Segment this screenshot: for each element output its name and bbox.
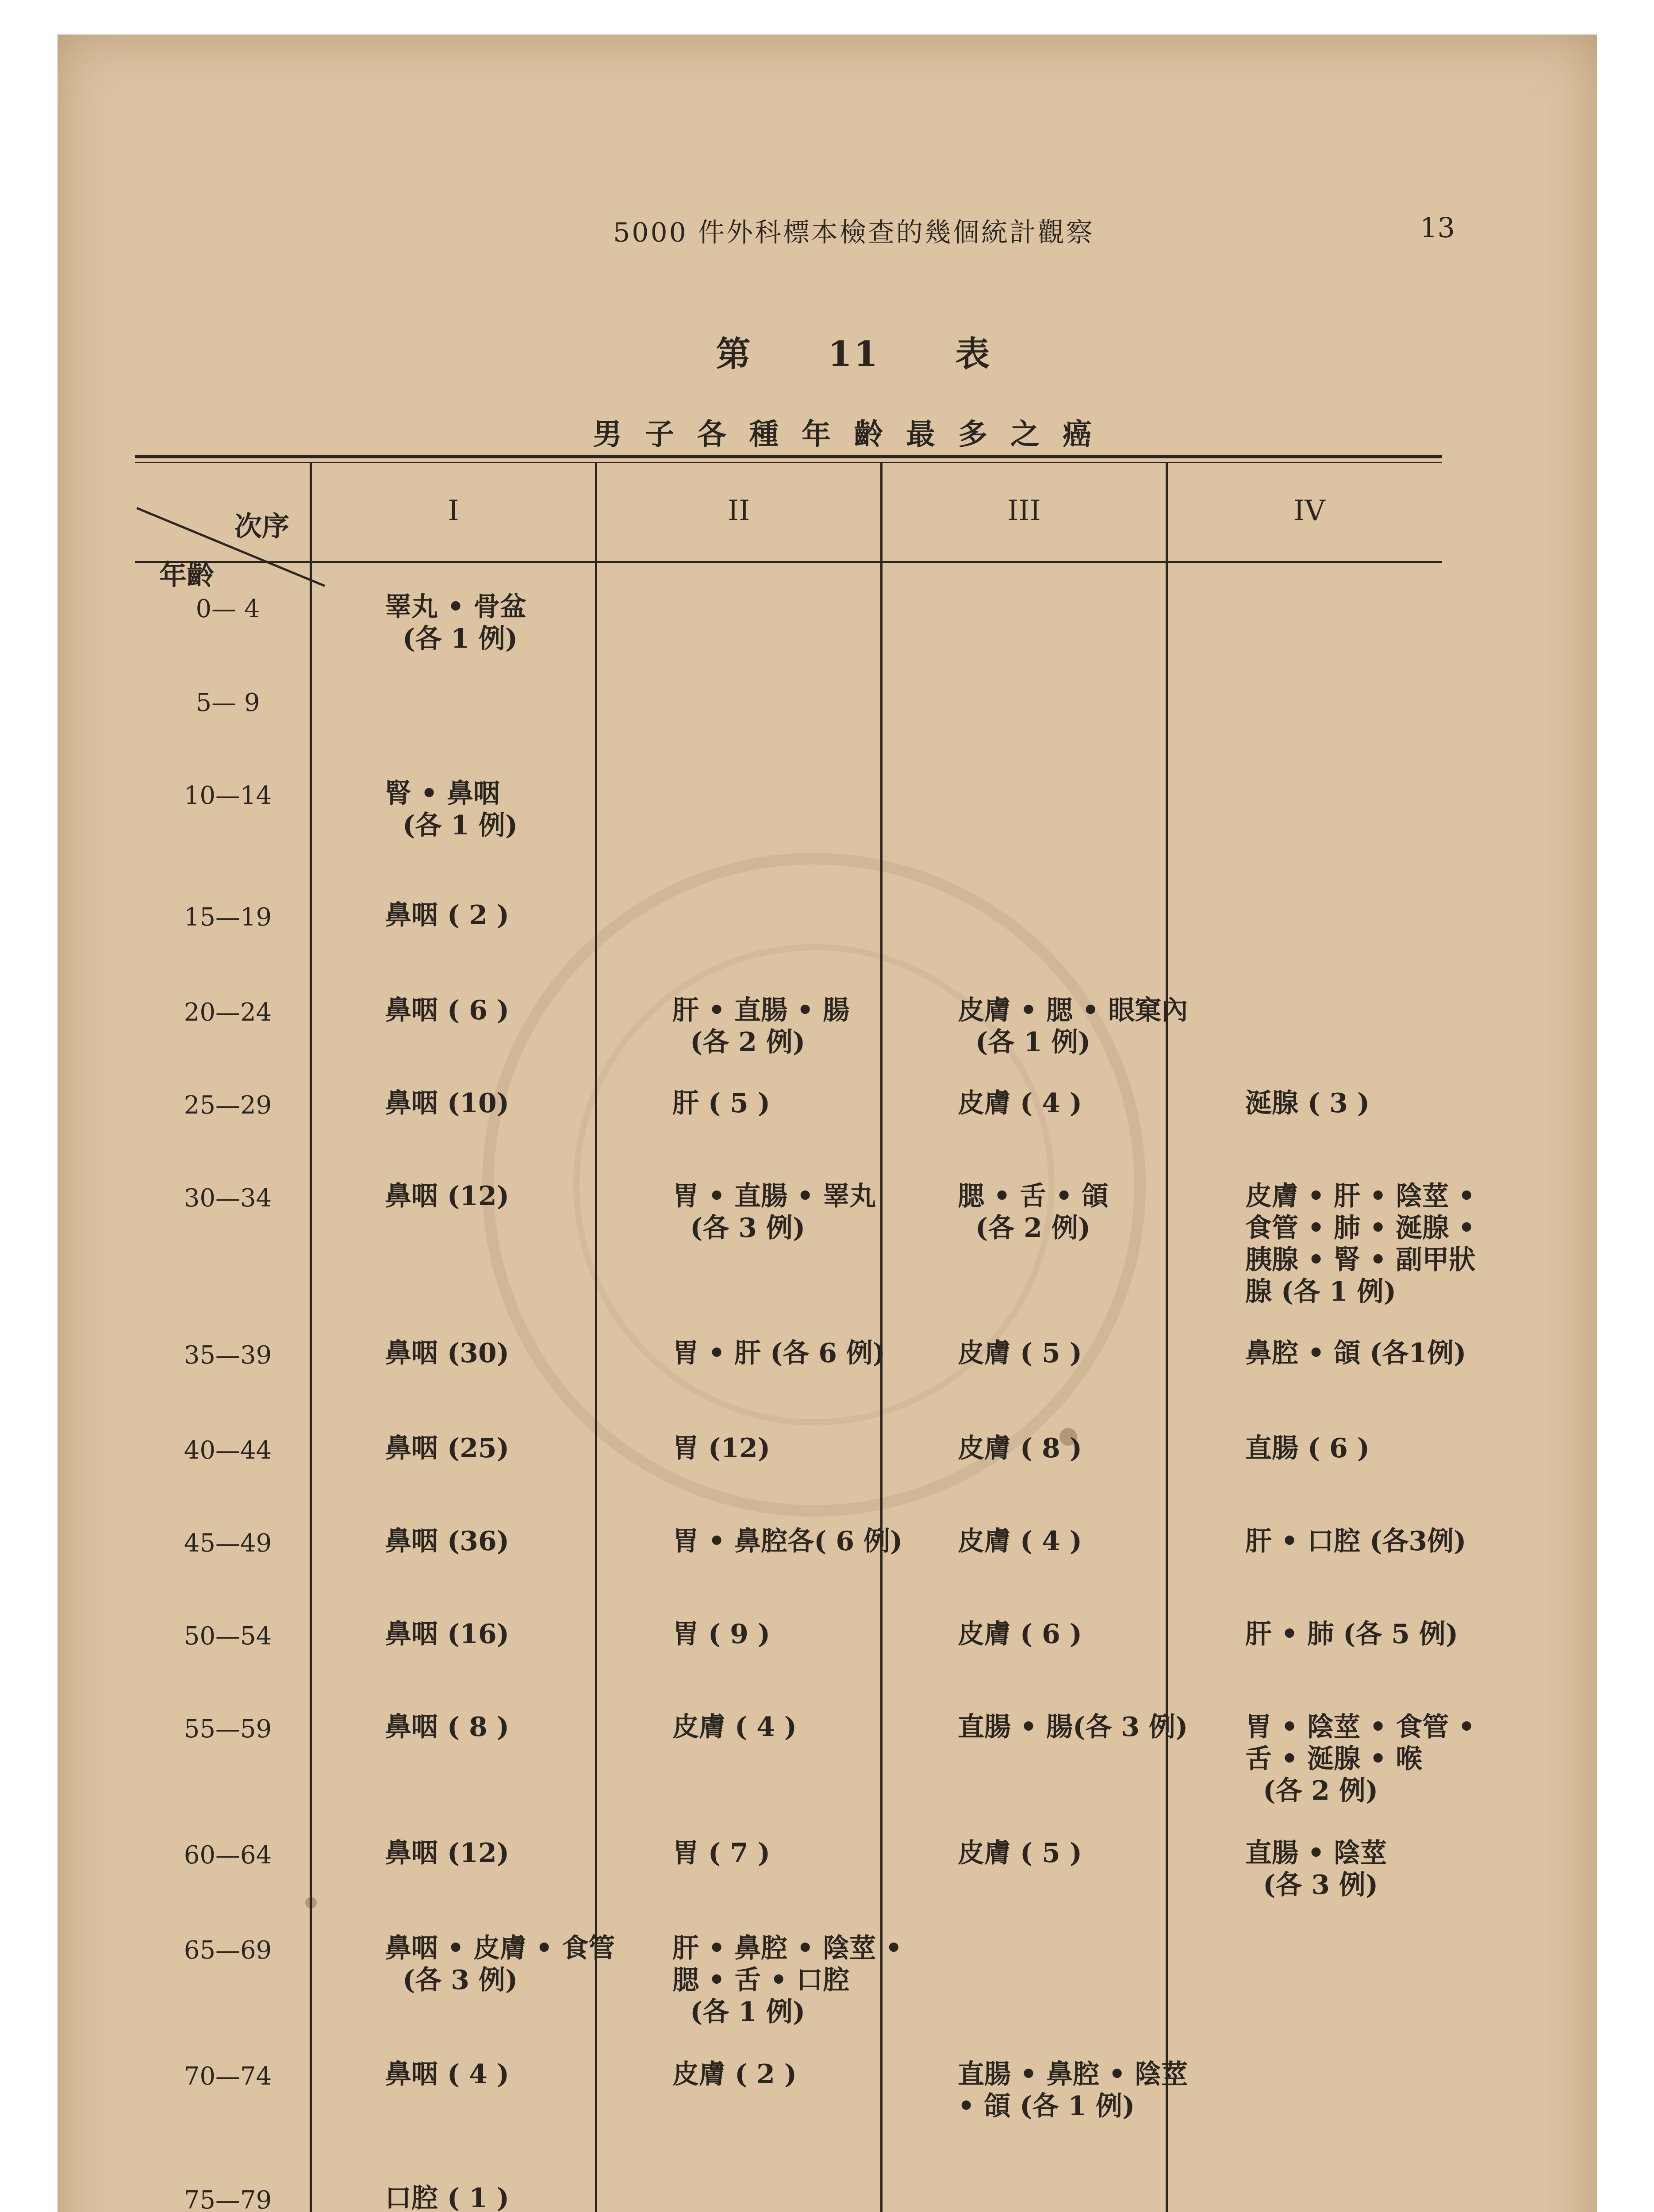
- cell-line: 肝 ( 5 ): [672, 1088, 771, 1119]
- column-header: III: [1007, 495, 1041, 527]
- cancer-cell-c4: [1245, 1432, 1370, 1464]
- cancer-cell-c2: [672, 2058, 797, 2090]
- cancer-cell-c3: [958, 2058, 1188, 2122]
- cell-line: 鼻咽 (16): [385, 1619, 510, 1650]
- cancer-cell-c2: [672, 1432, 770, 1464]
- cell-line: 胃 ( 7 ): [672, 1838, 771, 1869]
- cancer-cell-c1: [385, 2182, 509, 2212]
- cell-line: 鼻咽 (30): [385, 1338, 510, 1369]
- cancer-cell-c1: [385, 1525, 509, 1557]
- cancer-cell-c2: [672, 1525, 902, 1557]
- cell-line: (各 3 例): [403, 1965, 518, 1996]
- cell-line: 肝 • 鼻腔 • 陰莖 •: [672, 1933, 902, 1964]
- book-page: [58, 35, 1597, 2212]
- cell-line: 腎 • 鼻咽: [385, 778, 500, 809]
- page-number: 13: [1420, 211, 1455, 244]
- cell-line: (各 2 例): [975, 1213, 1091, 1244]
- cancer-cell-c3: [958, 1087, 1082, 1119]
- age-group-label: 30—34: [184, 1184, 272, 1213]
- header-bottom-rule: [135, 561, 1442, 563]
- column-header: I: [448, 495, 459, 527]
- cancer-cell-c1: [385, 1180, 509, 1212]
- cell-line: 皮膚 • 腮 • 眼窠內: [958, 995, 1188, 1026]
- age-group-label: 15—19: [184, 903, 272, 932]
- cancer-cell-c3: [958, 1180, 1108, 1244]
- cancer-cell-c4: [1245, 1087, 1370, 1119]
- cell-line: (各 1 例): [975, 1027, 1091, 1058]
- cell-line: 鼻咽 ( 6 ): [385, 995, 510, 1026]
- cell-line: (各 1 例): [403, 810, 518, 841]
- table-number: 第 11 表: [716, 334, 992, 374]
- cell-line: 腮 • 舌 • 頜: [958, 1181, 1109, 1212]
- cell-line: 胃 • 肝 (各 6 例): [672, 1338, 886, 1369]
- cell-line: (各 3 例): [690, 1213, 806, 1244]
- cell-line: 睪丸 • 骨盆: [385, 591, 527, 622]
- cancer-cell-c1: [385, 778, 518, 841]
- cell-line: 皮膚 ( 4 ): [958, 1526, 1082, 1557]
- cancer-cell-c2: [672, 1932, 902, 2028]
- cell-line: 食管 • 肺 • 涎腺 •: [1245, 1213, 1475, 1244]
- cancer-cell-c3: [958, 1711, 1188, 1743]
- cell-line: 鼻咽 (10): [385, 1088, 510, 1119]
- cancer-cell-c4: [1245, 1711, 1475, 1807]
- age-group-label: 75—79: [184, 2186, 272, 2212]
- cell-line: 直腸 • 陰莖: [1245, 1838, 1387, 1869]
- cancer-cell-c1: [385, 1337, 509, 1369]
- cancer-cell-c3: [958, 1618, 1082, 1650]
- cell-line: • 頜 (各 1 例): [958, 2091, 1135, 2122]
- cancer-cell-c2: [672, 995, 849, 1058]
- cancer-cell-c4: [1245, 1180, 1475, 1308]
- table-caption: 男子各種年齡最多之癌: [593, 417, 1115, 451]
- cell-line: 皮膚 ( 4 ): [672, 1712, 797, 1743]
- cell-line: 鼻咽 ( 4 ): [385, 2059, 510, 2090]
- table-top-rule-thin: [135, 462, 1442, 463]
- cell-line: 腮 • 舌 • 口腔: [672, 1965, 850, 1996]
- cancer-cell-c2: [672, 1180, 876, 1244]
- table-top-rule: [135, 455, 1442, 458]
- running-head: 5000 件外科標本檢查的幾個統計觀察: [613, 217, 1094, 248]
- cancer-cell-c1: [385, 2058, 509, 2090]
- cell-line: 腺 (各 1 例): [1245, 1276, 1397, 1307]
- cancer-cell-c1: [385, 1432, 509, 1464]
- cell-line: 胃 (12): [672, 1433, 771, 1464]
- age-group-label: 45—49: [184, 1529, 272, 1558]
- age-group-label: 50—54: [184, 1622, 272, 1651]
- age-group-label: 20—24: [184, 998, 272, 1027]
- cell-line: (各 1 例): [403, 623, 518, 654]
- cancer-cell-c1: [385, 1837, 509, 1869]
- cancer-cell-c4: [1245, 1525, 1466, 1557]
- cell-line: 鼻咽 (36): [385, 1526, 510, 1557]
- cancer-cell-c3: [958, 1837, 1082, 1869]
- cancer-cell-c4: [1245, 1837, 1387, 1901]
- cell-line: 皮膚 ( 5 ): [958, 1838, 1082, 1869]
- cancer-cell-c1: [385, 1932, 615, 1996]
- cell-line: 鼻咽 ( 8 ): [385, 1712, 510, 1743]
- cell-line: 胰腺 • 腎 • 副甲狀: [1245, 1244, 1476, 1275]
- age-group-label: 5— 9: [196, 688, 260, 717]
- age-group-label: 40—44: [184, 1436, 272, 1465]
- cell-line: 皮膚 ( 2 ): [672, 2059, 797, 2090]
- cancer-cell-c2: [672, 1087, 770, 1119]
- cancer-cell-c3: [958, 1525, 1082, 1557]
- cell-line: 胃 ( 9 ): [672, 1619, 771, 1650]
- cancer-cell-c3: [958, 1432, 1082, 1464]
- cell-line: 鼻咽 (12): [385, 1181, 510, 1212]
- age-group-label: 65—69: [184, 1936, 272, 1965]
- cell-line: (各 1 例): [690, 1997, 806, 2028]
- column-divider: [310, 463, 312, 2212]
- cancer-cell-c2: [672, 1337, 885, 1369]
- cell-line: 肝 • 肺 (各 5 例): [1245, 1619, 1458, 1650]
- cell-line: 皮膚 ( 6 ): [958, 1619, 1082, 1650]
- cell-line: 皮膚 ( 4 ): [958, 1088, 1082, 1119]
- cancer-cell-c2: [672, 1618, 770, 1650]
- cancer-cell-c3: [958, 1337, 1082, 1369]
- cancer-cell-c1: [385, 1618, 509, 1650]
- column-divider: [1166, 463, 1168, 2212]
- age-group-label: 70—74: [184, 2062, 272, 2091]
- cell-line: 直腸 • 腸(各 3 例): [958, 1712, 1188, 1743]
- cell-line: 鼻腔 • 頜 (各1例): [1245, 1338, 1466, 1369]
- cell-line: 肝 • 口腔 (各3例): [1245, 1526, 1466, 1557]
- cell-line: 肝 • 直腸 • 腸: [672, 995, 850, 1026]
- corner-age-label: 年齡: [159, 559, 215, 591]
- cell-line: 皮膚 ( 5 ): [958, 1338, 1082, 1369]
- cell-line: 鼻咽 (12): [385, 1838, 510, 1869]
- cancer-cell-c2: [672, 1711, 797, 1743]
- cell-line: 口腔 ( 1 ): [385, 2183, 510, 2212]
- cell-line: 鼻咽 ( 2 ): [385, 900, 510, 931]
- cell-line: 鼻咽 • 皮膚 • 食管: [385, 1933, 615, 1964]
- cell-line: 舌 • 涎腺 • 喉: [1245, 1743, 1423, 1774]
- cell-line: 皮膚 ( 8 ): [958, 1433, 1082, 1464]
- age-group-label: 60—64: [184, 1841, 272, 1870]
- cancer-cell-c1: [385, 1087, 509, 1119]
- age-group-label: 10—14: [184, 781, 272, 810]
- cell-line: 胃 • 陰莖 • 食管 •: [1245, 1712, 1475, 1743]
- cell-line: 胃 • 鼻腔各( 6 例): [672, 1526, 903, 1557]
- age-group-label: 55—59: [184, 1715, 272, 1743]
- column-header: II: [727, 495, 750, 527]
- cell-line: 鼻咽 (25): [385, 1433, 510, 1464]
- cell-line: 涎腺 ( 3 ): [1245, 1088, 1370, 1119]
- cell-line: 皮膚 • 肝 • 陰莖 •: [1245, 1181, 1475, 1212]
- cancer-cell-c1: [385, 591, 526, 655]
- cell-line: 直腸 ( 6 ): [1245, 1433, 1370, 1464]
- cell-line: (各 2 例): [690, 1027, 806, 1058]
- cancer-cell-c3: [958, 995, 1188, 1058]
- cancer-cell-c1: [385, 899, 509, 931]
- cancer-cell-c1: [385, 995, 509, 1026]
- column-header: IV: [1293, 495, 1325, 527]
- cancer-cell-c4: [1245, 1618, 1458, 1650]
- cancer-cell-c4: [1245, 1337, 1466, 1369]
- age-group-label: 25—29: [184, 1091, 272, 1120]
- age-group-label: 35—39: [184, 1341, 272, 1370]
- cell-line: (各 3 例): [1263, 1870, 1378, 1901]
- cell-line: (各 2 例): [1263, 1775, 1378, 1806]
- cell-line: 胃 • 直腸 • 睪丸: [672, 1181, 876, 1212]
- age-group-label: 0— 4: [196, 595, 260, 623]
- cancer-cell-c1: [385, 1711, 509, 1743]
- cell-line: 直腸 • 鼻腔 • 陰莖: [958, 2059, 1188, 2090]
- corner-rank-label: 次序: [234, 510, 290, 542]
- cancer-cell-c2: [672, 1837, 770, 1869]
